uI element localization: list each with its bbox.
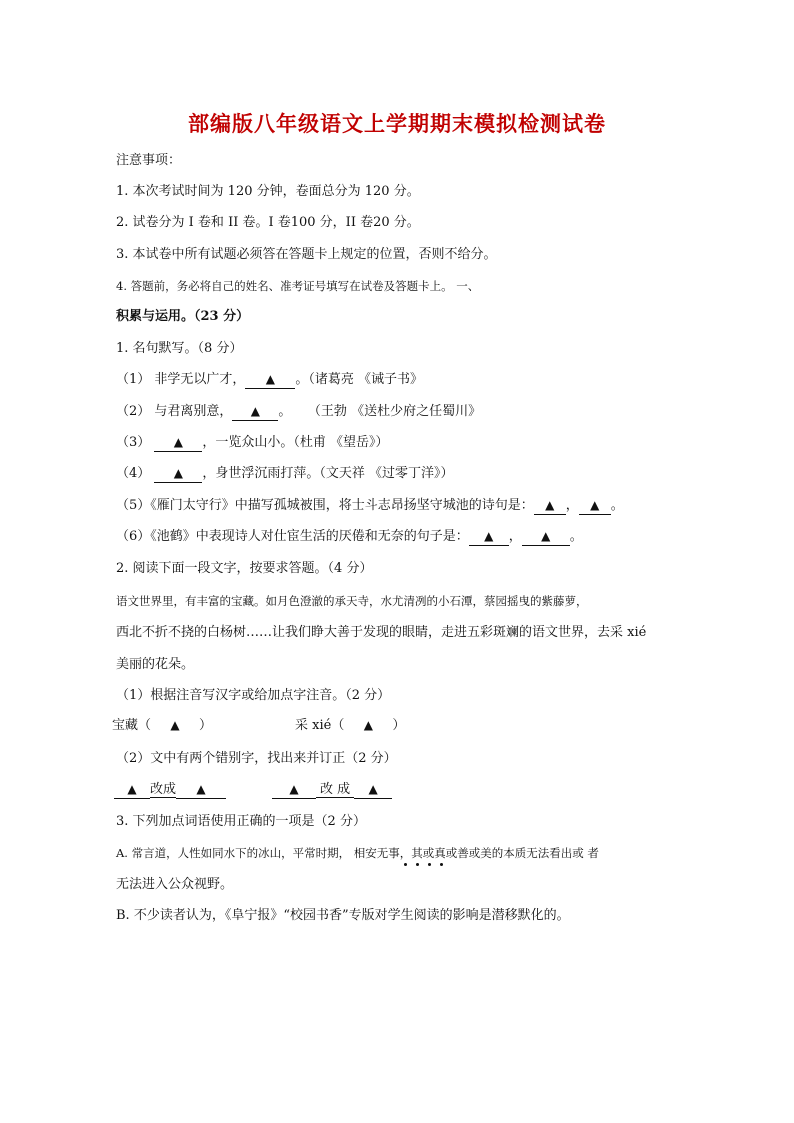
answer-blank[interactable] xyxy=(354,781,392,799)
q2-sub1-answer-a xyxy=(112,716,212,735)
notice-item-3: 3. 本试卷中所有试题必须答在答题卡上规定的位置，否则不给分。 xyxy=(116,247,497,262)
triangle-marker: ▲ xyxy=(363,718,373,732)
q1-item-5-mid: ， xyxy=(565,498,579,513)
triangle-marker: ▲ xyxy=(127,782,137,796)
triangle-marker: ▲ xyxy=(196,782,206,796)
q2-sub1-stem: （1）根据注音写汉字或给加点字注音。（2 分） xyxy=(116,688,391,703)
q2-sub1-b-pre: 采 xié（ xyxy=(295,718,345,733)
answer-blank[interactable] xyxy=(114,781,150,799)
answer-blank[interactable] xyxy=(522,528,570,546)
q2-sub2-stem: （2）文中有两个错别字，找出来并订正（2 分） xyxy=(116,751,397,766)
q1-item-2 xyxy=(116,403,481,421)
q2-sub1-a-post: ） xyxy=(199,718,213,733)
q2-passage-line-3: 美丽的花朵。 xyxy=(116,657,195,672)
q1-item-3 xyxy=(116,434,389,452)
q1-item-5-post: 。 xyxy=(610,498,624,513)
q2-stem: 2. 阅读下面一段文字，按要求答题。（4 分） xyxy=(116,561,373,576)
triangle-marker: ▲ xyxy=(173,466,184,480)
answer-blank[interactable] xyxy=(245,371,295,389)
triangle-marker: ▲ xyxy=(289,782,299,796)
q3-option-a-line-1: A. 常言道，人性如同水下的冰山，平常时期， 相安无事，其或真或善或美的本质无法看出或 者 xyxy=(116,846,599,860)
q2-sub2-correction-1 xyxy=(114,781,226,799)
q1-item-6-pre: （6）《池鹤》中表现诗人对仕宦生活的厌倦和无奈的句子是： xyxy=(116,529,469,544)
triangle-marker: ▲ xyxy=(545,498,555,512)
q1-item-5-pre: （5）《雁门太守行》中描写孤城被围，将士斗志昂扬坚守城池的诗句是： xyxy=(116,498,534,513)
notice-heading: 注意事项： xyxy=(116,153,182,168)
q2-sub1-answer-b xyxy=(295,716,405,735)
triangle-marker: ▲ xyxy=(541,529,551,543)
triangle-marker: ▲ xyxy=(590,498,600,512)
q1-stem: 1. 名句默写。（8 分） xyxy=(116,341,243,356)
answer-blank[interactable] xyxy=(176,781,226,799)
q1-item-1-pre: （1） 非学无以广才， xyxy=(116,372,246,387)
q1-item-4-pre: （4） xyxy=(116,466,155,481)
emphasis-dot xyxy=(416,863,419,866)
triangle-marker: ▲ xyxy=(173,435,184,449)
q2-passage-line-1: 语文世界里，有丰富的宝藏。如月色澄澈的承天寺，水尤清冽的小石潭，蔡园摇曳的紫藤萝， xyxy=(116,594,588,608)
q2-sub1-b-post: ） xyxy=(392,718,406,733)
section-heading: 积累与运用。（23 分） xyxy=(116,309,250,324)
answer-blank[interactable] xyxy=(154,465,202,483)
triangle-marker: ▲ xyxy=(170,718,180,732)
q1-item-1 xyxy=(116,371,423,389)
triangle-marker: ▲ xyxy=(484,529,494,543)
q2-sub2-correction-2 xyxy=(272,781,392,799)
q3-option-b: B. 不少读者认为，《阜宁报》“校园书香”专版对学生阅读的影响是潜移默化的。 xyxy=(116,908,570,923)
q3-option-a-line-2: 无法进入公众视野。 xyxy=(116,877,234,892)
notice-item-2: 2. 试卷分为 I 卷和 II 卷。I 卷100 分，II 卷20 分。 xyxy=(116,215,420,230)
answer-slot[interactable] xyxy=(151,716,199,735)
q1-item-5 xyxy=(116,497,624,515)
triangle-marker: ▲ xyxy=(250,404,261,418)
answer-blank[interactable] xyxy=(469,528,509,546)
q1-item-4-post: ，身世浮沉雨打萍。（文天祥 《过零丁洋》） xyxy=(202,466,454,481)
q1-item-4 xyxy=(116,465,454,483)
q1-item-6 xyxy=(116,528,583,546)
emphasis-dot xyxy=(440,863,443,866)
q1-item-3-post: ，一览众山小。（杜甫 《望岳》） xyxy=(202,435,389,450)
q2-sub2-change-2: 改 成 xyxy=(316,782,354,798)
notice-item-4: 4. 答题前，务必将自己的姓名、准考证号填写在试卷及答题卡上。 一、 xyxy=(116,279,480,293)
triangle-marker: ▲ xyxy=(265,372,276,386)
q2-passage-line-2: 西北不折不挠的白杨树……让我们睁大善于发现的眼睛，走进五彩斑斓的语文世界，去采 xié xyxy=(116,625,647,640)
answer-slot[interactable] xyxy=(344,716,392,735)
answer-blank[interactable] xyxy=(579,497,611,515)
q2-sub2-change-1: 改成 xyxy=(150,782,177,797)
q1-item-3-pre: （3） xyxy=(116,435,155,450)
triangle-marker: ▲ xyxy=(368,782,378,796)
q1-item-1-post: 。（诸葛亮 《诫子书》 xyxy=(295,372,424,387)
notice-item-1: 1. 本次考试时间为 120 分钟，卷面总分为 120 分。 xyxy=(116,184,420,199)
q1-item-6-mid: ， xyxy=(508,529,522,544)
q1-item-2-pre: （2） 与君离别意， xyxy=(116,404,233,419)
answer-blank[interactable] xyxy=(272,781,316,799)
answer-blank[interactable] xyxy=(534,497,566,515)
answer-blank[interactable] xyxy=(232,403,278,421)
q3-stem: 3. 下列加点词语使用正确的一项是（2 分） xyxy=(116,814,366,829)
emphasis-dot xyxy=(428,863,431,866)
q2-sub1-a-pre: 宝藏（ xyxy=(112,718,152,733)
answer-blank[interactable] xyxy=(154,434,202,452)
emphasis-dot xyxy=(404,863,407,866)
q1-item-2-post: 。 （王勃 《送杜少府之任蜀川》 xyxy=(278,404,482,419)
q1-item-6-post: 。 xyxy=(569,529,583,544)
exam-title: 部编版八年级语文上学期期末模拟检测试卷 xyxy=(188,111,606,136)
